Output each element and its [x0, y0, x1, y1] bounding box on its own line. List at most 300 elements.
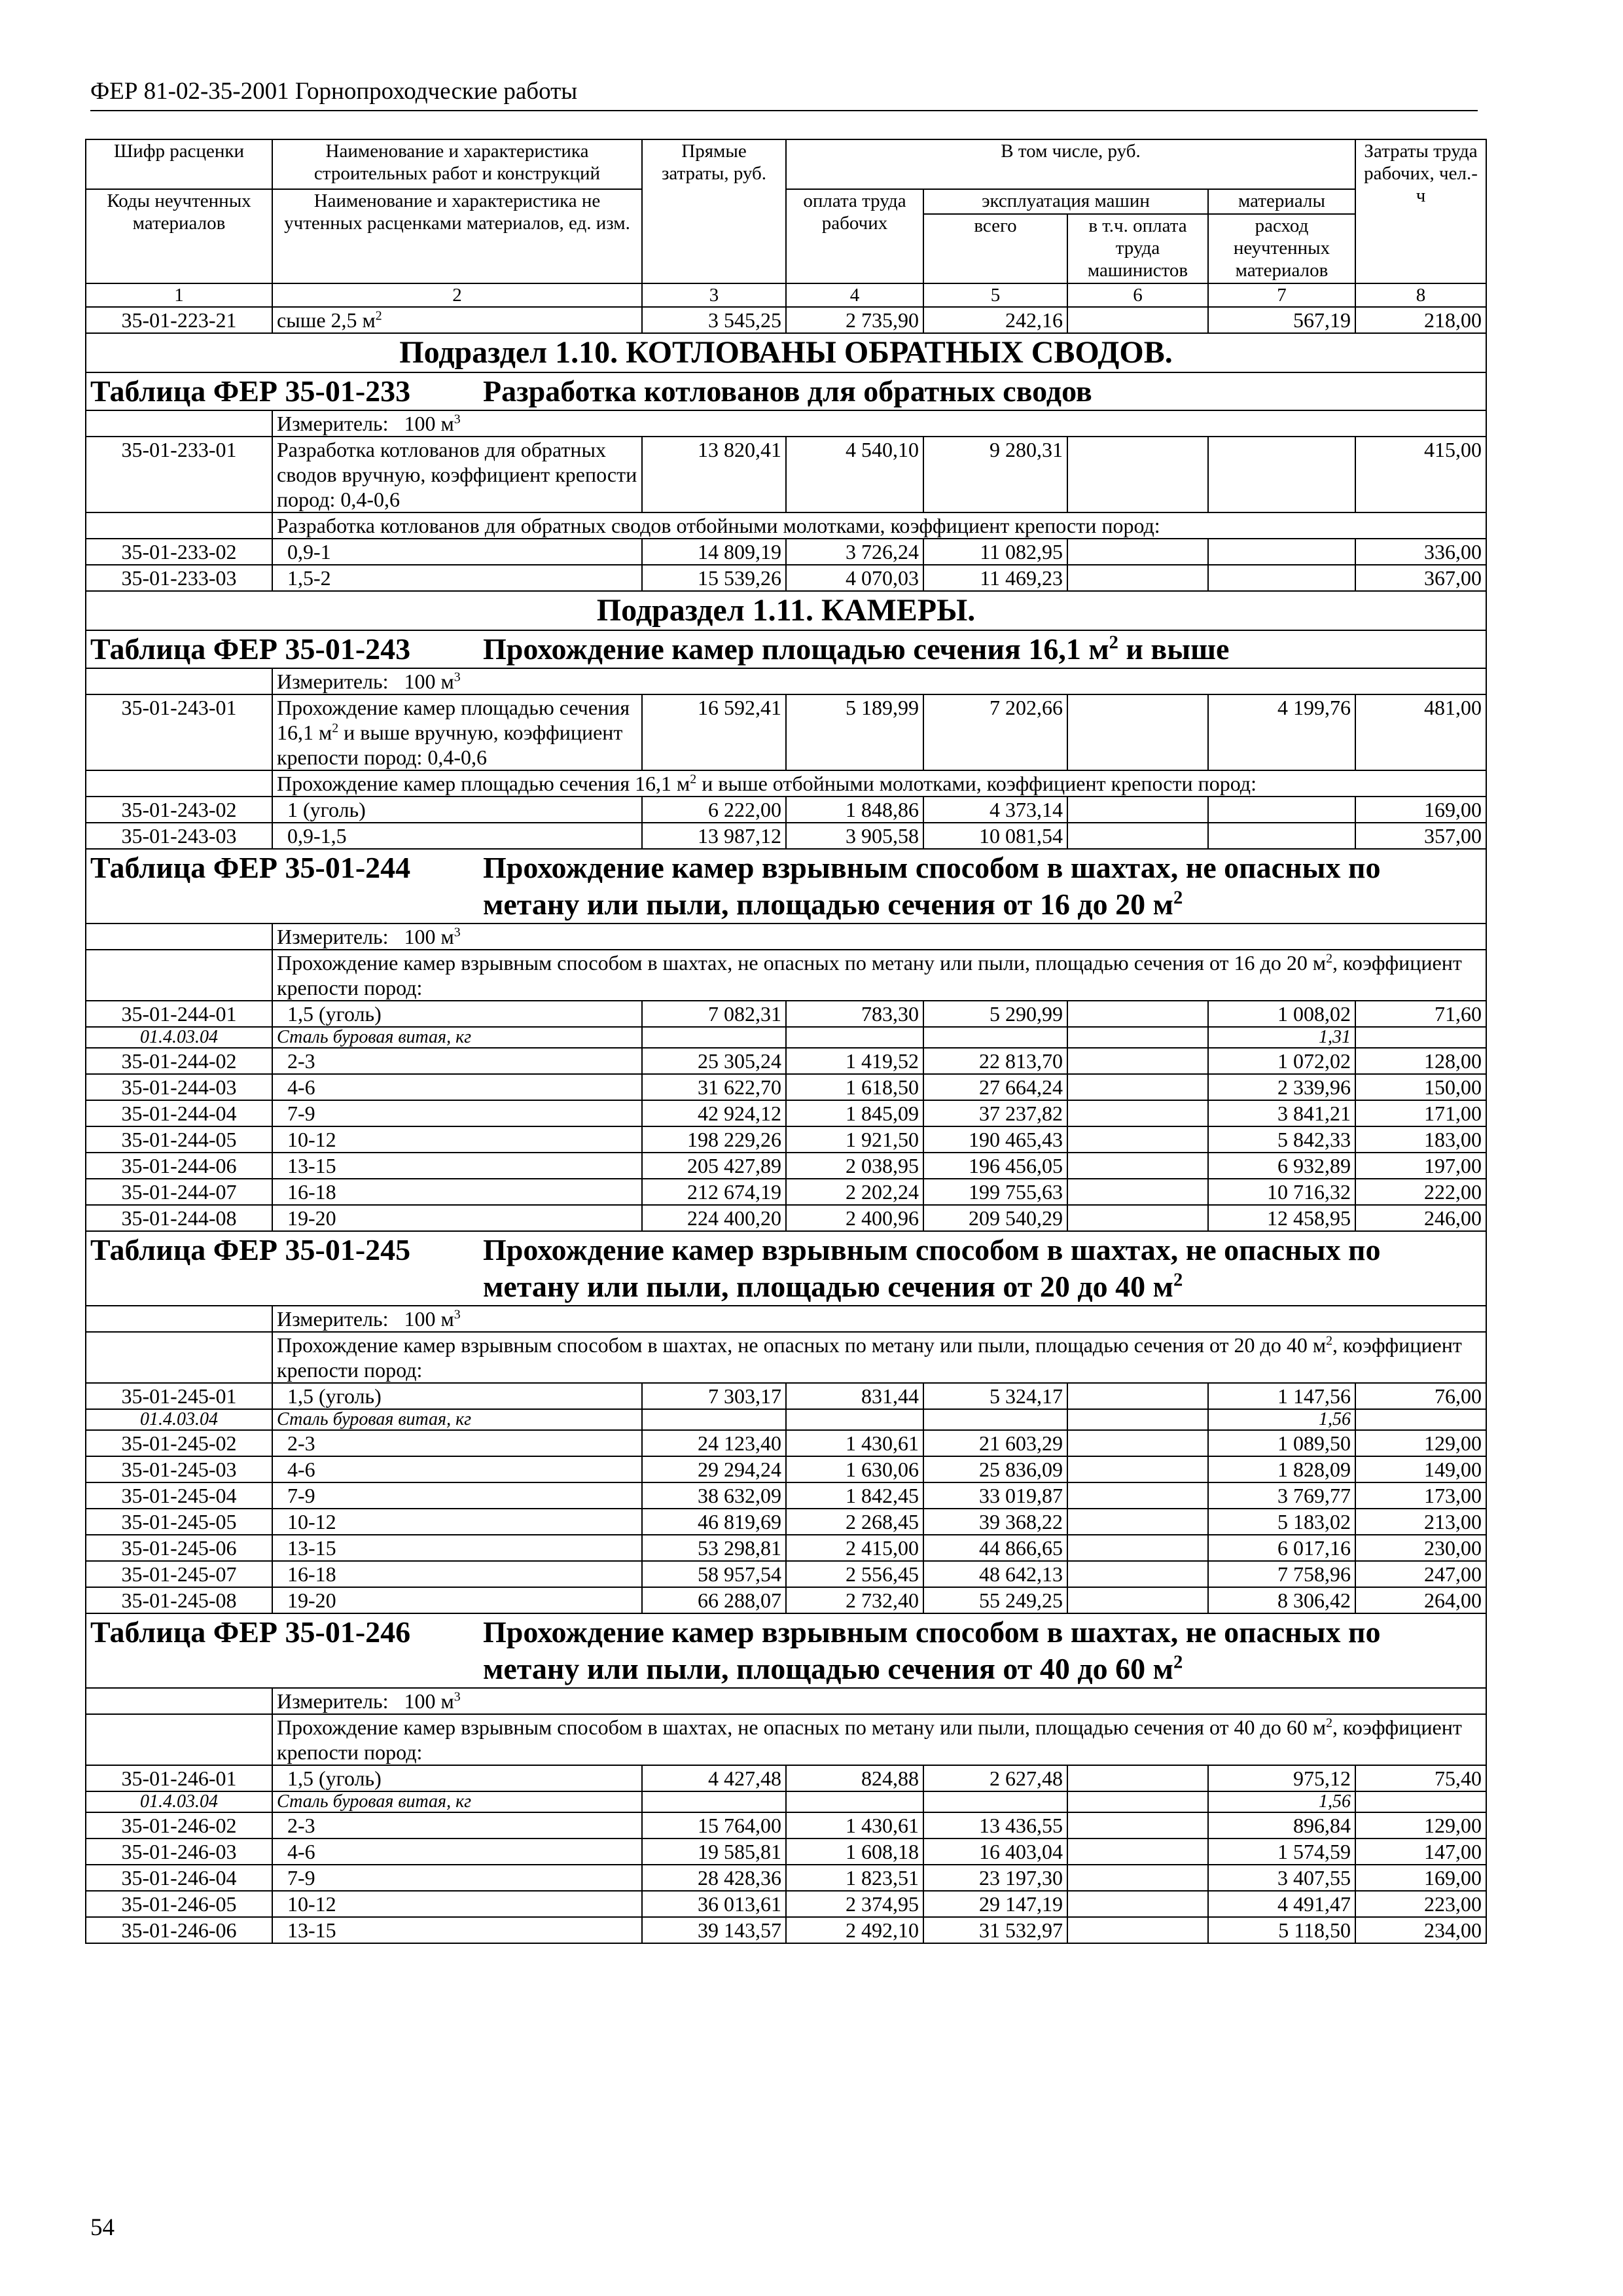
machines-cost: 21 603,29	[923, 1430, 1067, 1456]
material-name: Сталь буровая витая, кг	[272, 1409, 642, 1430]
table-row	[86, 1126, 1486, 1153]
materials-cost: 5 118,50	[1208, 1917, 1355, 1943]
rate-code: 35-01-244-03	[86, 1074, 272, 1100]
wages-cost: 1 630,06	[786, 1456, 923, 1482]
machines-cost: 13 436,55	[923, 1812, 1067, 1839]
wages-cost: 1 921,50	[786, 1126, 923, 1153]
materials-cost: 4 199,76	[1208, 694, 1355, 770]
direct-cost: 14 809,19	[642, 539, 786, 565]
materials-cost: 2 339,96	[1208, 1074, 1355, 1100]
rate-code: 35-01-233-02	[86, 539, 272, 565]
machines-cost: 25 836,09	[923, 1456, 1067, 1482]
machines-cost: 16 403,04	[923, 1839, 1067, 1865]
rate-code: 35-01-246-05	[86, 1891, 272, 1917]
machines-cost: 11 082,95	[923, 539, 1067, 565]
rate-code: 35-01-244-02	[86, 1048, 272, 1074]
labor-cost: 234,00	[1355, 1917, 1486, 1943]
direct-cost: 31 622,70	[642, 1074, 786, 1100]
machines-wages-cost	[1067, 1865, 1208, 1891]
materials-cost	[1208, 539, 1355, 565]
rate-name: 16-18	[272, 1561, 642, 1587]
table-row	[86, 1891, 1486, 1917]
machines-cost: 31 532,97	[923, 1917, 1067, 1943]
machines-wages-cost	[1067, 1535, 1208, 1561]
group-note: Прохождение камер взрывным способом в шахтах, не опасных по метану или пыли, площадью сечения от 20 до 40 $м^2$, коэффициент крепости пород:	[272, 1332, 1486, 1383]
material-consumption: 1,56	[1208, 1409, 1355, 1430]
machines-cost: 55 249,25	[923, 1587, 1067, 1613]
direct-cost: 6 222,00	[642, 797, 786, 823]
table-row	[86, 1865, 1486, 1891]
rate-code: 35-01-246-02	[86, 1812, 272, 1839]
rate-name: 10-12	[272, 1126, 642, 1153]
direct-cost: 198 229,26	[642, 1126, 786, 1153]
table-row	[86, 1430, 1486, 1456]
materials-cost: 1 147,56	[1208, 1383, 1355, 1409]
table-row	[86, 694, 1486, 770]
direct-cost: 212 674,19	[642, 1179, 786, 1205]
col-machines-total-header: всего	[923, 214, 1067, 283]
wages-cost: 2 202,24	[786, 1179, 923, 1205]
direct-cost: 13 987,12	[642, 823, 786, 849]
labor-cost: 247,00	[1355, 1561, 1486, 1587]
material-row	[86, 1027, 1486, 1048]
direct-cost: 19 585,81	[642, 1839, 786, 1865]
rate-name: 13-15	[272, 1917, 642, 1943]
machines-wages-cost	[1067, 1205, 1208, 1231]
wages-cost: 3 726,24	[786, 539, 923, 565]
machines-wages-cost	[1067, 1179, 1208, 1205]
labor-cost: 222,00	[1355, 1179, 1486, 1205]
rate-code: 35-01-245-08	[86, 1587, 272, 1613]
materials-cost: 7 758,96	[1208, 1561, 1355, 1587]
machines-wages-cost	[1067, 1891, 1208, 1917]
table-row	[86, 797, 1486, 823]
rate-code: 35-01-243-01	[86, 694, 272, 770]
machines-cost: 209 540,29	[923, 1205, 1067, 1231]
labor-cost: 183,00	[1355, 1126, 1486, 1153]
direct-cost: 3 545,25	[642, 307, 786, 333]
wages-cost: 2 400,96	[786, 1205, 923, 1231]
machines-wages-cost	[1067, 437, 1208, 512]
rate-code: 35-01-244-01	[86, 1001, 272, 1027]
wages-cost: 824,88	[786, 1765, 923, 1791]
direct-cost: 7 082,31	[642, 1001, 786, 1027]
col-materials-header: материалы	[1208, 189, 1355, 214]
materials-cost: 3 407,55	[1208, 1865, 1355, 1891]
direct-cost: 66 288,07	[642, 1587, 786, 1613]
machines-wages-cost	[1067, 1100, 1208, 1126]
materials-cost	[1208, 437, 1355, 512]
material-code: 01.4.03.04	[86, 1791, 272, 1812]
labor-cost: 367,00	[1355, 565, 1486, 591]
measure-unit: Измеритель: 100 $м^3$	[272, 410, 1486, 437]
col-name-header: Наименование и характеристика строительных работ и конструкций	[272, 139, 642, 189]
page-header: ФЕР 81-02-35-2001 Горнопроходческие работы	[90, 77, 1478, 111]
table-row	[86, 539, 1486, 565]
table-title: Таблица ФЕР 35-01-245 Прохождение камер взрывным способом в шахтах, не опасных по метану или пыли, площадью сечения от 20 до 40 $м^2$	[86, 1231, 1486, 1306]
col-wages-header: оплата труда рабочих	[786, 189, 923, 283]
direct-cost: 28 428,36	[642, 1865, 786, 1891]
rate-code: 35-01-244-06	[86, 1153, 272, 1179]
direct-cost: 15 539,26	[642, 565, 786, 591]
rate-name: 1 (уголь)	[272, 797, 642, 823]
materials-cost: 1 828,09	[1208, 1456, 1355, 1482]
rate-name: 1,5 (уголь)	[272, 1001, 642, 1027]
subsection-title: Подраздел 1.10. КОТЛОВАНЫ ОБРАТНЫХ СВОДОВ.	[86, 333, 1486, 372]
table-row	[86, 1153, 1486, 1179]
rate-code: 35-01-246-01	[86, 1765, 272, 1791]
rate-name: 13-15	[272, 1535, 642, 1561]
labor-cost: 481,00	[1355, 694, 1486, 770]
labor-cost: 129,00	[1355, 1430, 1486, 1456]
col-num: 4	[786, 283, 923, 307]
labor-cost: 336,00	[1355, 539, 1486, 565]
machines-wages-cost	[1067, 1509, 1208, 1535]
rate-code: 35-01-246-04	[86, 1865, 272, 1891]
labor-cost: 246,00	[1355, 1205, 1486, 1231]
price-table	[85, 139, 1487, 1944]
wages-cost: 2 415,00	[786, 1535, 923, 1561]
rate-name: 0,9-1	[272, 539, 642, 565]
material-consumption: 1,31	[1208, 1027, 1355, 1048]
wages-cost: 2 732,40	[786, 1587, 923, 1613]
wages-cost: 2 268,45	[786, 1509, 923, 1535]
direct-cost: 224 400,20	[642, 1205, 786, 1231]
machines-wages-cost	[1067, 1561, 1208, 1587]
wages-cost: 3 905,58	[786, 823, 923, 849]
col-num: 6	[1067, 283, 1208, 307]
wages-cost: 1 419,52	[786, 1048, 923, 1074]
labor-cost: 129,00	[1355, 1812, 1486, 1839]
table-row	[86, 1179, 1486, 1205]
table-row	[86, 1048, 1486, 1074]
machines-wages-cost	[1067, 1126, 1208, 1153]
col-machines-wages-header: в т.ч. оплата труда машинистов	[1067, 214, 1208, 283]
materials-cost: 1 089,50	[1208, 1430, 1355, 1456]
materials-cost: 6 017,16	[1208, 1535, 1355, 1561]
direct-cost: 15 764,00	[642, 1812, 786, 1839]
machines-cost: 242,16	[923, 307, 1067, 333]
table-row	[86, 1001, 1486, 1027]
machines-wages-cost	[1067, 1048, 1208, 1074]
rate-name: 7-9	[272, 1100, 642, 1126]
wages-cost: 2 556,45	[786, 1561, 923, 1587]
table-row	[86, 1482, 1486, 1509]
rate-name: 0,9-1,5	[272, 823, 642, 849]
direct-cost: 4 427,48	[642, 1765, 786, 1791]
rate-name: 7-9	[272, 1865, 642, 1891]
col-incl-header: В том числе, руб.	[786, 139, 1355, 189]
labor-cost: 218,00	[1355, 307, 1486, 333]
rate-name: Прохождение камер площадью сечения 16,1 $м^2$ и выше вручную, коэффициент крепости пород: 0,4-0,6	[272, 694, 642, 770]
labor-cost: 169,00	[1355, 1865, 1486, 1891]
materials-cost: 8 306,42	[1208, 1587, 1355, 1613]
materials-cost: 12 458,95	[1208, 1205, 1355, 1231]
machines-cost: 27 664,24	[923, 1074, 1067, 1100]
rate-code: 35-01-223-21	[86, 307, 272, 333]
direct-cost: 53 298,81	[642, 1535, 786, 1561]
rate-code: 35-01-245-03	[86, 1456, 272, 1482]
machines-wages-cost	[1067, 1153, 1208, 1179]
machines-wages-cost	[1067, 1917, 1208, 1943]
rate-code: 35-01-244-04	[86, 1100, 272, 1126]
rate-name: 2-3	[272, 1430, 642, 1456]
machines-cost: 37 237,82	[923, 1100, 1067, 1126]
rate-code: 35-01-245-01	[86, 1383, 272, 1409]
labor-cost: 71,60	[1355, 1001, 1486, 1027]
rate-code: 35-01-233-01	[86, 437, 272, 512]
machines-wages-cost	[1067, 539, 1208, 565]
rate-name: 1,5 (уголь)	[272, 1765, 642, 1791]
machines-wages-cost	[1067, 565, 1208, 591]
rate-name: сыше 2,5 $м^2$	[272, 307, 642, 333]
table-title: Таблица ФЕР 35-01-233 Разработка котлованов для обратных сводов	[86, 372, 1486, 410]
col-name-unaccounted-header: Наименование и характеристика не учтенных расценками материалов, ед. изм.	[272, 189, 642, 283]
col-num: 2	[272, 283, 642, 307]
table-title: Таблица ФЕР 35-01-244 Прохождение камер взрывным способом в шахтах, не опасных по метану или пыли, площадью сечения от 16 до 20 $м^2$	[86, 849, 1486, 924]
machines-wages-cost	[1067, 1383, 1208, 1409]
machines-wages-cost	[1067, 307, 1208, 333]
table-row	[86, 1587, 1486, 1613]
rate-code: 35-01-244-08	[86, 1205, 272, 1231]
labor-cost: 169,00	[1355, 797, 1486, 823]
table-row	[86, 1917, 1486, 1943]
direct-cost: 13 820,41	[642, 437, 786, 512]
measure-unit: Измеритель: 100 $м^3$	[272, 924, 1486, 950]
group-note: Разработка котлованов для обратных сводов отбойными молотками, коэффициент крепости пород:	[272, 512, 1486, 539]
rate-name: 2-3	[272, 1812, 642, 1839]
col-code-header: Шифр расценки	[86, 139, 272, 189]
wages-cost: 2 735,90	[786, 307, 923, 333]
materials-cost: 1 008,02	[1208, 1001, 1355, 1027]
machines-cost: 11 469,23	[923, 565, 1067, 591]
machines-cost: 39 368,22	[923, 1509, 1067, 1535]
machines-wages-cost	[1067, 1587, 1208, 1613]
machines-cost: 10 081,54	[923, 823, 1067, 849]
wages-cost: 783,30	[786, 1001, 923, 1027]
rate-name: 19-20	[272, 1205, 642, 1231]
materials-cost: 5 183,02	[1208, 1509, 1355, 1535]
column-numbers-row	[86, 283, 1486, 307]
direct-cost: 24 123,40	[642, 1430, 786, 1456]
wages-cost: 2 374,95	[786, 1891, 923, 1917]
labor-cost: 357,00	[1355, 823, 1486, 849]
table-row	[86, 307, 1486, 333]
labor-cost: 264,00	[1355, 1587, 1486, 1613]
materials-cost: 1 072,02	[1208, 1048, 1355, 1074]
materials-cost: 567,19	[1208, 307, 1355, 333]
labor-cost: 149,00	[1355, 1456, 1486, 1482]
labor-cost: 197,00	[1355, 1153, 1486, 1179]
machines-cost: 23 197,30	[923, 1865, 1067, 1891]
machines-cost: 22 813,70	[923, 1048, 1067, 1074]
rate-name: 4-6	[272, 1074, 642, 1100]
direct-cost: 29 294,24	[642, 1456, 786, 1482]
rate-name: 1,5 (уголь)	[272, 1383, 642, 1409]
labor-cost: 230,00	[1355, 1535, 1486, 1561]
wages-cost: 1 845,09	[786, 1100, 923, 1126]
direct-cost: 7 303,17	[642, 1383, 786, 1409]
machines-cost: 190 465,43	[923, 1126, 1067, 1153]
machines-cost: 4 373,14	[923, 797, 1067, 823]
group-note: Прохождение камер взрывным способом в шахтах, не опасных по метану или пыли, площадью сечения от 16 до 20 $м^2$, коэффициент крепости пород:	[272, 950, 1486, 1001]
table-row	[86, 1100, 1486, 1126]
wages-cost: 1 430,61	[786, 1812, 923, 1839]
labor-cost: 150,00	[1355, 1074, 1486, 1100]
col-num: 8	[1355, 283, 1486, 307]
materials-cost: 1 574,59	[1208, 1839, 1355, 1865]
labor-cost: 223,00	[1355, 1891, 1486, 1917]
materials-cost: 10 716,32	[1208, 1179, 1355, 1205]
rate-code: 35-01-245-04	[86, 1482, 272, 1509]
wages-cost: 1 842,45	[786, 1482, 923, 1509]
wages-cost: 1 848,86	[786, 797, 923, 823]
wages-cost: 1 618,50	[786, 1074, 923, 1100]
direct-cost: 38 632,09	[642, 1482, 786, 1509]
materials-cost	[1208, 823, 1355, 849]
wages-cost: 1 608,18	[786, 1839, 923, 1865]
labor-cost: 76,00	[1355, 1383, 1486, 1409]
machines-cost: 33 019,87	[923, 1482, 1067, 1509]
subsection-title: Подраздел 1.11. КАМЕРЫ.	[86, 591, 1486, 630]
machines-cost: 196 456,05	[923, 1153, 1067, 1179]
machines-cost: 9 280,31	[923, 437, 1067, 512]
materials-cost: 3 841,21	[1208, 1100, 1355, 1126]
material-name: Сталь буровая витая, кг	[272, 1791, 642, 1812]
material-code: 01.4.03.04	[86, 1409, 272, 1430]
labor-cost: 75,40	[1355, 1765, 1486, 1791]
measure-unit: Измеритель: 100 $м^3$	[272, 668, 1486, 694]
machines-cost: 5 290,99	[923, 1001, 1067, 1027]
rate-name: Разработка котлованов для обратных сводов вручную, коэффициент крепости пород: 0,4-0,6	[272, 437, 642, 512]
machines-cost: 5 324,17	[923, 1383, 1067, 1409]
col-num: 1	[86, 283, 272, 307]
wages-cost: 1 823,51	[786, 1865, 923, 1891]
table-row	[86, 1205, 1486, 1231]
rate-name: 1,5-2	[272, 565, 642, 591]
materials-cost: 6 932,89	[1208, 1153, 1355, 1179]
materials-cost: 5 842,33	[1208, 1126, 1355, 1153]
direct-cost: 46 819,69	[642, 1509, 786, 1535]
material-consumption: 1,56	[1208, 1791, 1355, 1812]
rate-name: 10-12	[272, 1509, 642, 1535]
table-row	[86, 1812, 1486, 1839]
materials-cost	[1208, 797, 1355, 823]
materials-cost: 896,84	[1208, 1812, 1355, 1839]
table-row	[86, 1535, 1486, 1561]
rate-code: 35-01-245-06	[86, 1535, 272, 1561]
rate-code: 35-01-246-06	[86, 1917, 272, 1943]
materials-cost: 3 769,77	[1208, 1482, 1355, 1509]
machines-cost: 7 202,66	[923, 694, 1067, 770]
direct-cost: 42 924,12	[642, 1100, 786, 1126]
col-machines-header: эксплуатация машин	[923, 189, 1208, 214]
machines-wages-cost	[1067, 1482, 1208, 1509]
wages-cost: 2 492,10	[786, 1917, 923, 1943]
rate-code: 35-01-246-03	[86, 1839, 272, 1865]
rate-name: 4-6	[272, 1456, 642, 1482]
group-note: Прохождение камер площадью сечения 16,1 $м^2$ и выше отбойными молотками, коэффициент крепости пород:	[272, 770, 1486, 797]
direct-cost: 205 427,89	[642, 1153, 786, 1179]
rate-name: 16-18	[272, 1179, 642, 1205]
page-number: 54	[90, 2214, 115, 2241]
table-title: Таблица ФЕР 35-01-246 Прохождение камер взрывным способом в шахтах, не опасных по метану или пыли, площадью сечения от 40 до 60 $м^2$	[86, 1613, 1486, 1688]
measure-unit: Измеритель: 100 $м^3$	[272, 1306, 1486, 1332]
labor-cost: 128,00	[1355, 1048, 1486, 1074]
rate-name: 2-3	[272, 1048, 642, 1074]
materials-cost: 975,12	[1208, 1765, 1355, 1791]
materials-cost	[1208, 565, 1355, 591]
rate-name: 19-20	[272, 1587, 642, 1613]
direct-cost: 16 592,41	[642, 694, 786, 770]
col-labor-header: Затраты труда рабочих, чел.-ч	[1355, 139, 1486, 283]
table-row	[86, 1074, 1486, 1100]
wages-cost: 4 540,10	[786, 437, 923, 512]
rate-code: 35-01-244-07	[86, 1179, 272, 1205]
labor-cost: 415,00	[1355, 437, 1486, 512]
table-title: Таблица ФЕР 35-01-243 Прохождение камер площадью сечения 16,1 $м^2$ и выше	[86, 630, 1486, 668]
machines-cost: 199 755,63	[923, 1179, 1067, 1205]
labor-cost: 213,00	[1355, 1509, 1486, 1535]
material-row	[86, 1791, 1486, 1812]
materials-cost: 4 491,47	[1208, 1891, 1355, 1917]
rate-code: 35-01-245-07	[86, 1561, 272, 1587]
machines-wages-cost	[1067, 797, 1208, 823]
machines-cost: 44 866,65	[923, 1535, 1067, 1561]
material-code: 01.4.03.04	[86, 1027, 272, 1048]
table-row	[86, 1561, 1486, 1587]
col-direct-header: Прямые затраты, руб.	[642, 139, 786, 283]
rate-name: 10-12	[272, 1891, 642, 1917]
machines-wages-cost	[1067, 1430, 1208, 1456]
rate-code: 35-01-233-03	[86, 565, 272, 591]
direct-cost: 39 143,57	[642, 1917, 786, 1943]
rate-name: 13-15	[272, 1153, 642, 1179]
col-num: 5	[923, 283, 1067, 307]
wages-cost: 1 430,61	[786, 1430, 923, 1456]
labor-cost: 171,00	[1355, 1100, 1486, 1126]
measure-unit: Измеритель: 100 $м^3$	[272, 1688, 1486, 1714]
machines-wages-cost	[1067, 1001, 1208, 1027]
table-row	[86, 565, 1486, 591]
col-materials-unaccounted-header: расход неучтенных материалов	[1208, 214, 1355, 283]
wages-cost: 4 070,03	[786, 565, 923, 591]
labor-cost: 147,00	[1355, 1839, 1486, 1865]
machines-wages-cost	[1067, 694, 1208, 770]
machines-wages-cost	[1067, 1456, 1208, 1482]
machines-wages-cost	[1067, 1765, 1208, 1791]
rate-code: 35-01-245-02	[86, 1430, 272, 1456]
machines-cost: 2 627,48	[923, 1765, 1067, 1791]
col-num: 7	[1208, 283, 1355, 307]
material-name: Сталь буровая витая, кг	[272, 1027, 642, 1048]
rate-name: 4-6	[272, 1839, 642, 1865]
direct-cost: 25 305,24	[642, 1048, 786, 1074]
wages-cost: 831,44	[786, 1383, 923, 1409]
direct-cost: 36 013,61	[642, 1891, 786, 1917]
table-row	[86, 1456, 1486, 1482]
rate-code: 35-01-245-05	[86, 1509, 272, 1535]
rate-name: 7-9	[272, 1482, 642, 1509]
machines-wages-cost	[1067, 1812, 1208, 1839]
machines-cost: 48 642,13	[923, 1561, 1067, 1587]
table-row	[86, 1765, 1486, 1791]
table-row	[86, 823, 1486, 849]
rate-code: 35-01-243-02	[86, 797, 272, 823]
machines-wages-cost	[1067, 1839, 1208, 1865]
col-num: 3	[642, 283, 786, 307]
direct-cost: 58 957,54	[642, 1561, 786, 1587]
